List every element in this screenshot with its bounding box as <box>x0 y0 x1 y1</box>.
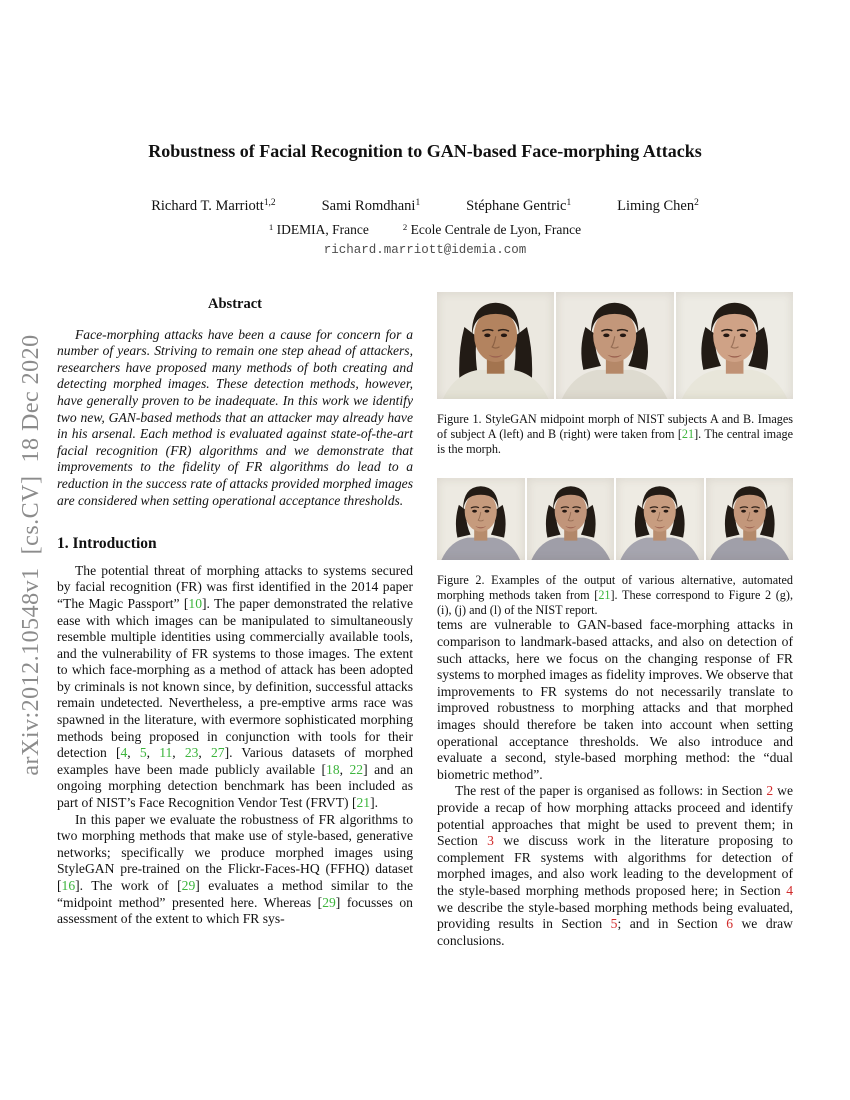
section-heading-introduction: 1. Introduction <box>57 535 157 553</box>
citation-link[interactable]: 10 <box>188 595 202 611</box>
author-list <box>0 198 850 215</box>
citation-link[interactable]: 21 <box>598 587 611 602</box>
author-name <box>151 198 275 215</box>
text-run: Ecole Centrale de Lyon, France <box>407 222 582 237</box>
face-illustration <box>437 478 525 560</box>
text-run: we provide a recap of how morphing attacks proceed and identify potential approaches that might be used to prevent them; in Section <box>437 783 794 849</box>
affiliation-list <box>0 222 850 238</box>
text-run: , <box>127 745 140 761</box>
citation-link[interactable]: 23 <box>184 745 199 761</box>
face-image-morph-variant <box>706 478 794 560</box>
intro-paragraph-2 <box>57 812 413 928</box>
affiliation <box>403 222 581 238</box>
body-paragraph-continuation: tems are vulnerable to GAN-based face-morphing attacks in comparison to landmark-based attacks, and also on detection of such attacks, here we focus on the changing response of FR systems to morphed images as fidelity improves. We observe that improvements to FR systems do not necessarily translate to improved robustness to morphing attacks and that morphed images should therefore be taken into account when setting operational acceptance thresholds. We also introduce and evaluate a second, style-based morphing method: the “dual biometric method”. <box>437 617 793 782</box>
abstract-heading: Abstract <box>208 296 262 312</box>
text-run: ]. These correspond to Figure 2 (g), (i), (j) and (l) of the NIST report. <box>437 587 793 617</box>
citation-link[interactable]: 18 <box>326 761 340 777</box>
text-run: ]. The paper demonstrated the relative ease with which images can be manipulated to simultaneously resemble multiple identities using commercially available tools, and the vulnerability of FR systems to those images. The extent to which face-morphing as a method of attack has been adopted by criminals is not known since, by definition, successful attacks remain undetected. Nevertheless, a pre-emptive arms race was spawned in the literature, with evermore sophisticated morphing methods being proposed in conjunction with tools for their detection [ <box>57 595 413 761</box>
figure-1 <box>437 292 793 399</box>
citation-link[interactable]: 29 <box>322 894 336 910</box>
text-run: we describe the style-based morphing methods being evaluated, providing results in Section <box>437 899 793 932</box>
text-run: ; and in Section <box>617 916 727 932</box>
text-run: Richard T. Marriott <box>151 198 264 214</box>
citation-link[interactable]: 29 <box>181 878 196 893</box>
face-illustration <box>527 478 615 560</box>
text-run: ]. Various datasets of morphed examples have been made publicly available [ <box>57 745 414 777</box>
text-run: 1,2 <box>263 198 276 209</box>
text-run: ] evaluates a method similar to the “midpoint method” presented here. Whereas [ <box>57 878 414 910</box>
figure-2 <box>437 478 793 560</box>
affiliation <box>269 222 369 238</box>
text-run: ]. The central image is the morph. <box>437 426 793 456</box>
contact-email: richard.marriott@idemia.com <box>323 243 527 257</box>
text-run: Liming Chen <box>617 198 695 214</box>
author-name <box>466 198 571 215</box>
citation-link[interactable]: 21 <box>356 795 371 811</box>
citation-link[interactable]: 22 <box>349 761 364 777</box>
text-run: IDEMIA, France <box>273 222 369 237</box>
citation-link[interactable]: 27 <box>210 745 225 761</box>
text-run: ] and an ongoing morphing detection benchmark has been included as part of NIST’s Face Recognition Vendor Test (FRVT) [ <box>57 761 414 811</box>
text-run: we draw conclusions. <box>437 916 793 948</box>
face-image-morph <box>556 292 673 399</box>
section-link[interactable]: 6 <box>726 916 733 932</box>
text-run: Stéphane Gentric <box>466 198 567 214</box>
face-illustration <box>676 292 793 399</box>
face-illustration <box>616 478 704 560</box>
text-run: 1 <box>415 198 421 209</box>
author-name <box>617 198 699 215</box>
text-run: 2 <box>402 221 408 232</box>
face-illustration <box>437 292 554 399</box>
text-run: ]. The work of [ <box>75 878 182 893</box>
section-link[interactable]: 5 <box>610 916 618 932</box>
citation-link[interactable]: 16 <box>61 878 76 893</box>
left-column <box>57 290 413 928</box>
text-run: , <box>339 761 350 777</box>
text-run: , <box>172 745 185 761</box>
body-paragraph-outline <box>437 783 793 949</box>
text-run: 1 <box>566 198 572 209</box>
text-run: 2 <box>694 198 699 209</box>
right-column <box>437 290 793 949</box>
author-name <box>322 198 421 215</box>
section-link[interactable]: 4 <box>786 882 793 898</box>
text-run: Figure 2. Examples of the output of various alternative, automated morphing methods taken from [ <box>437 572 793 602</box>
figure-1-caption <box>437 412 793 457</box>
face-image-morph-variant <box>616 478 704 560</box>
face-illustration <box>556 292 673 399</box>
section-link[interactable]: 3 <box>487 833 494 849</box>
paper-title: Robustness of Facial Recognition to GAN-based Face-morphing Attacks <box>148 141 702 161</box>
text-run: , <box>198 745 211 761</box>
citation-link[interactable]: 4 <box>120 745 128 761</box>
face-image-subject-a <box>437 292 554 399</box>
text-run: we discuss work in the literature proposing to complement FR systems with algorithms for detection of morphed images, and also work leading to the development of the style-based morphing methods proposed here; in Section <box>437 833 793 898</box>
abstract-text: Face-morphing attacks have been a cause for concern for a number of years. Striving to remain one step ahead of attackers, researchers have proposed many methods of both creating and detecting morphed images. These detection methods, however, have generally proven to be inadequate. In this work we identify two new, GAN-based methods that an attacker may already have in his arsenal. Each method is evaluated against state-of-the-art facial recognition (FR) algorithms and we demonstrate that improvements to the fidelity of FR algorithms do lead to a reduction in the success rate of attacks provided morphed images are considered when setting operational acceptance thresholds. <box>57 326 413 508</box>
text-run: The potential threat of morphing attacks to systems secured by facial recognition (FR) was first identified in the 2014 paper “The Magic Passport” [ <box>57 562 413 611</box>
citation-link[interactable]: 11 <box>159 745 173 761</box>
face-image-morph-variant <box>437 478 525 560</box>
face-image-subject-b <box>676 292 793 399</box>
citation-link[interactable]: 21 <box>681 426 695 441</box>
text-run: , <box>146 745 160 761</box>
face-illustration <box>706 478 794 560</box>
text-run: Sami Romdhani <box>321 198 416 214</box>
text-run: ] focusses on assessment of the extent to which FR sys- <box>57 894 413 927</box>
citation-link[interactable]: 5 <box>139 745 147 761</box>
text-run: Figure 1. StyleGAN midpoint morph of NIST subjects A and B. Images of subject A (left) and B (right) were taken from [ <box>437 412 793 441</box>
text-run: In this paper we evaluate the robustness of FR algorithms to two morphing methods that make use of style-based, generative networks; specifically we produce morphed images using StyleGAN pre-trained on the Flickr-Faces-HQ (FFHQ) dataset [ <box>57 811 413 893</box>
figure-2-caption <box>437 573 793 618</box>
text-run: The rest of the paper is organised as follows: in Section <box>455 783 767 799</box>
arxiv-watermark: arXiv:2012.10548v1 [cs.CV] 18 Dec 2020 <box>18 334 44 776</box>
face-image-morph-variant <box>527 478 615 560</box>
section-link[interactable]: 2 <box>766 783 774 799</box>
text-run: ]. <box>370 795 379 811</box>
intro-paragraph-1 <box>57 563 413 812</box>
text-run: 1 <box>268 221 274 232</box>
